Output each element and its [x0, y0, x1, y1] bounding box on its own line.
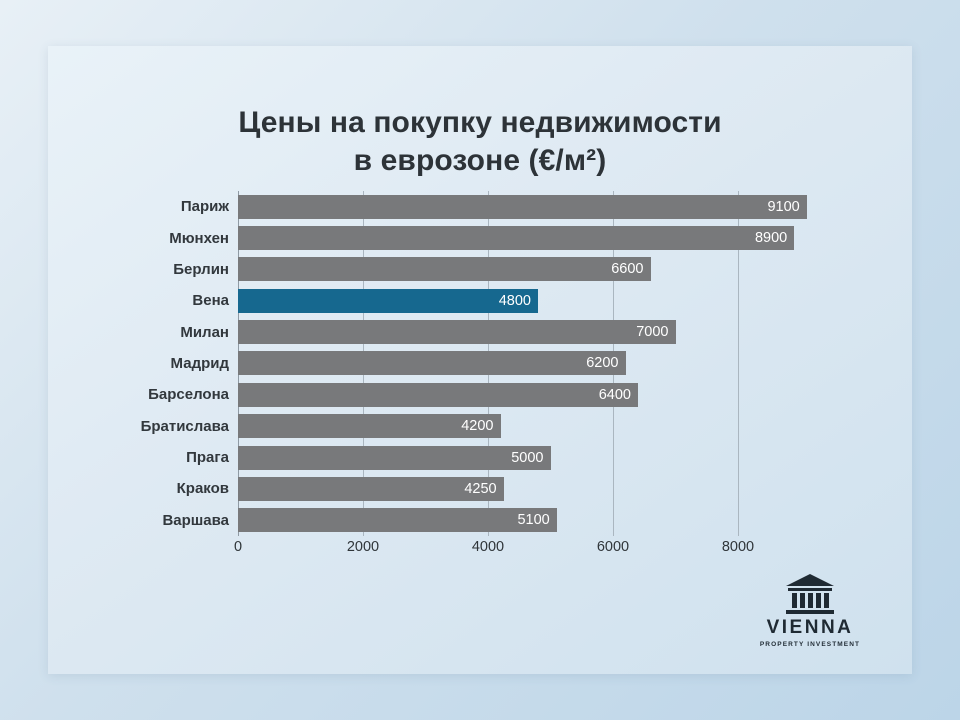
bar-row: [162, 505, 838, 536]
bar-row: [180, 191, 838, 222]
x-axis-tick-label: 4000: [471, 539, 505, 555]
bar-value-label: 5100: [517, 512, 550, 529]
bar-value-label: 4200: [461, 418, 494, 435]
category-label: Братислава: [140, 417, 229, 435]
category-label: Милан: [180, 323, 229, 341]
bar: [238, 195, 807, 219]
bar: [238, 414, 501, 438]
bar-row: [186, 442, 838, 473]
bar-value-label: 6400: [598, 386, 631, 403]
bar: [238, 226, 794, 250]
chart-title: [48, 104, 912, 181]
bar-row: [173, 254, 838, 285]
bar-row: [192, 285, 838, 316]
bar-row: [170, 348, 838, 379]
category-label: Варшава: [162, 511, 229, 529]
bar-value-label: 8900: [754, 230, 788, 247]
bar-row: [148, 379, 838, 410]
bar-chart: [140, 191, 873, 591]
bar-value-label: 4250: [464, 480, 497, 497]
bar-value-label: 6600: [611, 261, 644, 278]
category-label: Вена: [192, 292, 229, 310]
bar-value-label: 7000: [636, 324, 669, 341]
x-axis-tick-label: 8000: [721, 539, 755, 555]
bar-value-label: 4800: [498, 292, 531, 309]
bar: [238, 351, 626, 375]
bank-building-icon: [782, 572, 838, 616]
bar-rows: [140, 191, 838, 536]
slide-canvas: [48, 46, 912, 674]
bar: [238, 446, 551, 470]
x-axis-tick-label: 0: [233, 539, 243, 555]
plot-area: [140, 191, 838, 536]
category-label: Краков: [176, 480, 229, 498]
bar: [238, 289, 538, 313]
category-label: Берлин: [173, 260, 229, 278]
bar-value-label: 5000: [511, 449, 544, 466]
category-label: Мюнхен: [169, 229, 229, 247]
category-label: Париж: [180, 198, 229, 216]
bar: [238, 320, 676, 344]
bar: [238, 477, 504, 501]
logo-subtitle: PROPERTY INVESTMENT: [759, 641, 861, 648]
bar-row: [169, 222, 838, 253]
category-label: Прага: [186, 449, 229, 467]
x-axis: [233, 539, 838, 565]
category-label: Барселона: [148, 386, 229, 404]
vienna-logo: [750, 572, 870, 648]
logo-name: VIENNA: [766, 617, 854, 639]
bar: [238, 383, 638, 407]
bar-row: [140, 411, 838, 442]
chart-title-line-2: в еврозоне (€/м²): [353, 144, 607, 178]
x-axis-tick-label: 6000: [596, 539, 630, 555]
x-axis-tick-label: 2000: [346, 539, 380, 555]
bar-row: [176, 473, 838, 504]
bar: [238, 508, 557, 532]
category-label: Мадрид: [170, 354, 229, 372]
bar-row: [180, 316, 838, 347]
bar-value-label: 6200: [586, 355, 619, 372]
chart-title-line-1: Цены на покупку недвижимости: [238, 106, 722, 139]
bar: [238, 257, 651, 281]
bar-value-label: 9100: [767, 198, 800, 215]
